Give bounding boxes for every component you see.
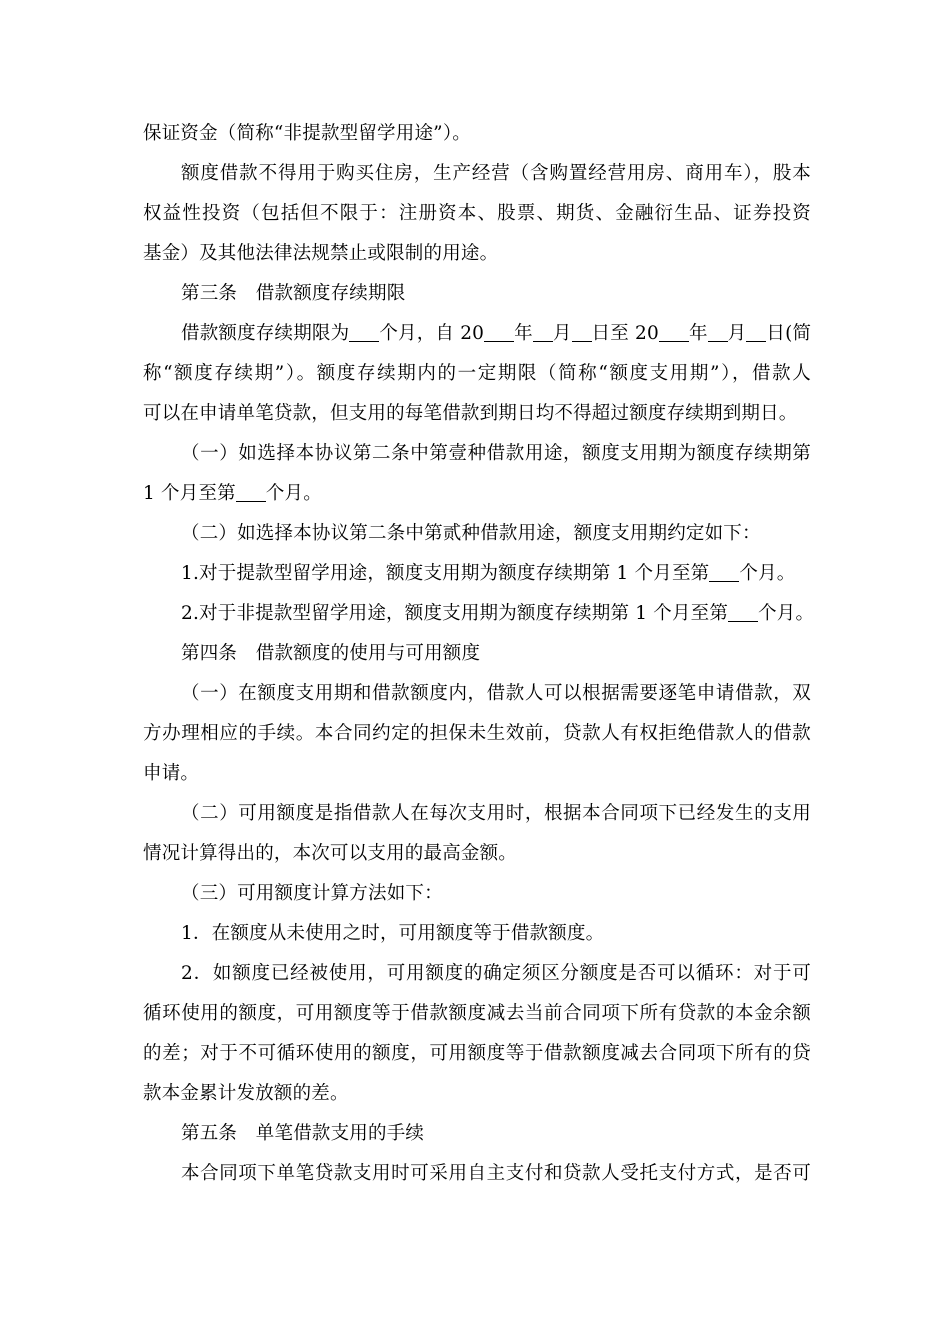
fill-blank[interactable]	[728, 601, 758, 622]
text-line-with-blanks	[143, 474, 811, 514]
fill-blank[interactable]	[709, 561, 739, 582]
text-segment: 借款额度存续期限为	[181, 323, 350, 344]
text-segment: 个月，自 20	[379, 323, 485, 344]
text-segment: 月	[552, 323, 572, 344]
fill-blank[interactable]	[572, 321, 592, 342]
text-line: 可以在申请单笔贷款，但支用的每笔借款到期日均不得超过额度存续期到期日。	[143, 403, 798, 424]
text-line: 方办理相应的手续。本合同约定的担保未生效前，贷款人有权拒绝借款人的借款	[143, 723, 811, 744]
text-line: 款本金累计发放额的差。	[143, 1083, 349, 1104]
text-line: 额度借款不得用于购买住房，生产经营（含购置经营用房、商用车），股本	[181, 163, 811, 184]
text-line-with-blanks	[143, 554, 811, 594]
document-page	[143, 114, 815, 1194]
fill-blank[interactable]	[659, 321, 689, 342]
text-segment: 日至 20	[591, 323, 659, 344]
text-line: （二）如选择本协议第二条中第贰种借款用途，额度支用期约定如下：	[181, 523, 761, 544]
text-segment: 个月。	[758, 603, 815, 624]
text-line: 本合同项下单笔贷款支用时可采用自主支付和贷款人受托支付方式，是否可	[181, 1163, 811, 1184]
fill-blank[interactable]	[533, 321, 553, 342]
text-line: 2．如额度已经被使用，可用额度的确定须区分额度是否可以循环：对于可	[181, 963, 811, 984]
text-line: 保证资金（简称“非提款型留学用途”）。	[143, 123, 471, 144]
fill-blank[interactable]	[236, 481, 266, 502]
text-segment: 年	[514, 323, 533, 344]
text-line: （一）如选择本协议第二条中第壹种借款用途，额度支用期为额度存续期第	[181, 443, 811, 464]
section-heading: 第四条 借款额度的使用与可用额度	[181, 643, 481, 664]
text-line: 申请。	[143, 763, 200, 784]
text-line: 1．在额度从未使用之时，可用额度等于借款额度。	[181, 923, 605, 944]
text-line: 权益性投资（包括但不限于：注册资本、股票、期货、金融衍生品、证券投资	[143, 203, 811, 224]
text-segment: 2.对于非提款型留学用途，额度支用期为额度存续期第 1 个月至第	[181, 603, 729, 624]
text-line-with-blanks	[143, 314, 811, 354]
text-segment: 1 个月至第	[143, 483, 236, 504]
section-heading: 第五条 单笔借款支用的手续	[181, 1123, 425, 1144]
text-segment: 年	[688, 323, 708, 344]
text-segment: 日(简	[766, 323, 812, 344]
text-segment: 个月。	[739, 563, 796, 584]
fill-blank[interactable]	[746, 321, 766, 342]
text-line-with-blanks	[143, 594, 815, 634]
text-segment: 个月。	[265, 483, 322, 504]
fill-blank[interactable]	[708, 321, 728, 342]
text-line: 循环使用的额度，可用额度等于借款额度减去当前合同项下所有贷款的本金余额	[143, 1003, 811, 1024]
text-line: 基金）及其他法律法规禁止或限制的用途。	[143, 243, 499, 264]
fill-blank[interactable]	[484, 321, 514, 342]
text-segment: 月	[727, 323, 747, 344]
text-line: 的差；对于不可循环使用的额度，可用额度等于借款额度减去合同项下所有的贷	[143, 1043, 811, 1064]
fill-blank[interactable]	[349, 321, 379, 342]
text-line: 称“额度存续期”）。额度存续期内的一定期限（简称“额度支用期”），借款人	[143, 363, 811, 384]
text-line: （一）在额度支用期和借款额度内，借款人可以根据需要逐笔申请借款，双	[181, 683, 811, 704]
text-line: （三）可用额度计算方法如下：	[181, 883, 443, 904]
section-heading: 第三条 借款额度存续期限	[181, 283, 406, 304]
text-line: （二）可用额度是指借款人在每次支用时，根据本合同项下已经发生的支用	[181, 803, 811, 824]
text-segment: 1.对于提款型留学用途，额度支用期为额度存续期第 1 个月至第	[181, 563, 710, 584]
text-line: 情况计算得出的，本次可以支用的最高金额。	[143, 843, 518, 864]
